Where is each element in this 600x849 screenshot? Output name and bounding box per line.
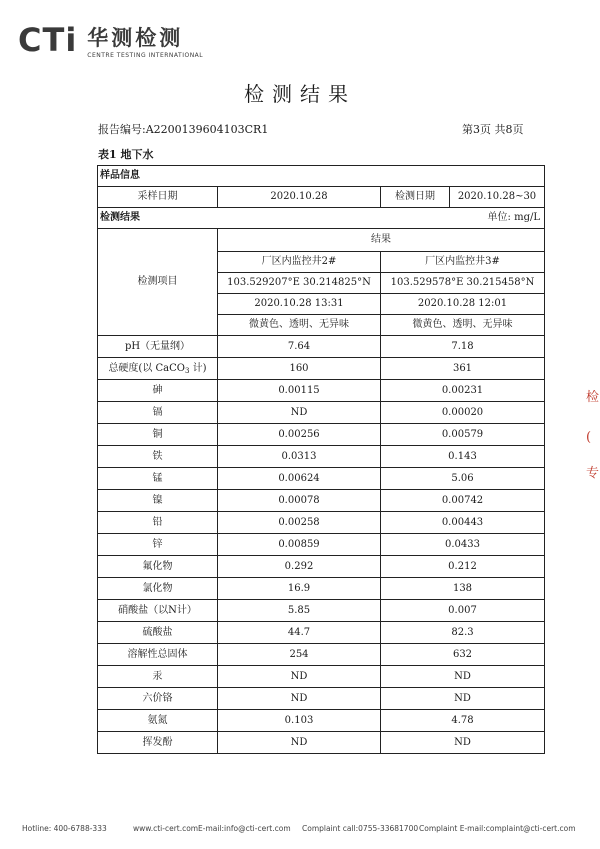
result-header: 结果 <box>218 229 545 252</box>
result-value-site-2: 44.7 <box>218 622 381 644</box>
logo-name-en: CENTRE TESTING INTERNATIONAL <box>87 52 204 59</box>
result-value-site-3: ND <box>381 688 545 710</box>
test-date-value: 2020.10.28~30 <box>457 191 537 202</box>
side-mark: 检 <box>586 390 600 405</box>
sampling-date-value: 2020.10.28 <box>218 187 381 208</box>
test-item: pH（无量纲） <box>98 336 218 358</box>
result-value-site-2: 0.00624 <box>218 468 381 490</box>
page-footer <box>0 820 600 836</box>
page-title: 检测结果 <box>244 82 356 106</box>
result-value-site-3: 82.3 <box>381 622 545 644</box>
table-row <box>98 424 545 446</box>
table-row <box>98 490 545 512</box>
table-title: 表1 地下水 <box>98 148 154 161</box>
footer-email[interactable]: E-mail:info@cti-cert.com <box>198 824 291 833</box>
result-value-site-2: ND <box>218 688 381 710</box>
unit-label: 单位: mg/L <box>487 212 540 223</box>
result-value-site-3: 0.00579 <box>381 424 545 446</box>
result-value-site-2: 0.00256 <box>218 424 381 446</box>
result-value-site-2: 0.00115 <box>218 380 381 402</box>
test-item: 镍 <box>98 490 218 512</box>
table-row <box>98 380 545 402</box>
results-table <box>97 165 544 754</box>
table-row <box>98 622 545 644</box>
test-item: 锰 <box>98 468 218 490</box>
test-item: 镉 <box>98 402 218 424</box>
test-item: 铅 <box>98 512 218 534</box>
footer-complaint-email[interactable]: Complaint E-mail:complaint@cti-cert.com <box>419 824 576 833</box>
result-value-site-2: 254 <box>218 644 381 666</box>
result-value-site-2: ND <box>218 732 381 754</box>
sample-time: 2020.10.28 13:31 <box>218 294 381 315</box>
result-value-site-2: 16.9 <box>218 578 381 600</box>
site-name: 厂区内监控井2# <box>218 252 381 273</box>
sample-appearance: 微黄色、透明、无异味 <box>218 315 381 336</box>
results-label: 检测结果 <box>100 212 140 223</box>
table-row <box>98 402 545 424</box>
result-value-site-2: 0.00078 <box>218 490 381 512</box>
test-item: 砷 <box>98 380 218 402</box>
table-row <box>98 710 545 732</box>
result-value-site-3: 5.06 <box>381 468 545 490</box>
result-value-site-3: 632 <box>381 644 545 666</box>
test-item: 溶解性总固体 <box>98 644 218 666</box>
result-value-site-3: ND <box>381 732 545 754</box>
result-value-site-2: 0.103 <box>218 710 381 732</box>
table-row <box>98 578 545 600</box>
result-value-site-2: ND <box>218 402 381 424</box>
test-date-cell <box>381 187 545 208</box>
side-mark: ( <box>586 430 592 445</box>
table-row <box>98 446 545 468</box>
result-value-site-3: 138 <box>381 578 545 600</box>
result-value-site-3: 0.00020 <box>381 402 545 424</box>
site-name: 厂区内监控井3# <box>381 252 545 273</box>
results-section-header <box>98 208 545 229</box>
footer-complaint-call: Complaint call:0755-33681700 <box>302 824 419 833</box>
table-row <box>98 358 545 380</box>
table-row <box>98 600 545 622</box>
sample-time: 2020.10.28 12:01 <box>381 294 545 315</box>
company-logo <box>18 22 203 59</box>
sample-info-header: 样品信息 <box>98 166 545 187</box>
test-item: 锌 <box>98 534 218 556</box>
result-value-site-3: 0.143 <box>381 446 545 468</box>
test-item: 铜 <box>98 424 218 446</box>
result-value-site-2: 5.85 <box>218 600 381 622</box>
table-row <box>98 666 545 688</box>
test-item: 氟化物 <box>98 556 218 578</box>
result-value-site-3: 0.00443 <box>381 512 545 534</box>
result-value-site-2: ND <box>218 666 381 688</box>
result-value-site-2: 0.00258 <box>218 512 381 534</box>
result-value-site-2: 0.292 <box>218 556 381 578</box>
logo-mark: CTi <box>18 21 78 59</box>
table-row <box>98 556 545 578</box>
result-value-site-3: 0.212 <box>381 556 545 578</box>
result-value-site-3: 0.0433 <box>381 534 545 556</box>
side-mark: 专 <box>586 466 600 481</box>
site-coords: 103.529578°E 30.215458°N <box>381 273 545 294</box>
test-item: 六价铬 <box>98 688 218 710</box>
test-item: 氨氮 <box>98 710 218 732</box>
result-value-site-2: 160 <box>218 358 381 380</box>
test-item: 总硬度(以 CaCO$_3$ 计) <box>98 358 218 380</box>
page-number: 第3页 共8页 <box>462 123 524 136</box>
test-item: 硝酸盐（以N计） <box>98 600 218 622</box>
item-header: 检测项目 <box>98 229 218 336</box>
result-value-site-3: ND <box>381 666 545 688</box>
test-item: 汞 <box>98 666 218 688</box>
sampling-date-label: 采样日期 <box>98 187 218 208</box>
test-item: 硫酸盐 <box>98 622 218 644</box>
sample-appearance: 微黄色、透明、无异味 <box>381 315 545 336</box>
footer-hotline: Hotline: 400-6788-333 <box>22 824 107 833</box>
result-value-site-3: 7.18 <box>381 336 545 358</box>
result-value-site-2: 0.0313 <box>218 446 381 468</box>
test-item: 铁 <box>98 446 218 468</box>
logo-name-cn: 华测检测 <box>87 26 184 50</box>
table-row <box>98 468 545 490</box>
result-value-site-3: 361 <box>381 358 545 380</box>
table-row <box>98 644 545 666</box>
test-date-label: 检测日期 <box>381 187 450 207</box>
footer-website[interactable]: www.cti-cert.com <box>133 824 199 833</box>
result-value-site-3: 4.78 <box>381 710 545 732</box>
result-value-site-3: 0.00742 <box>381 490 545 512</box>
test-item: 挥发酚 <box>98 732 218 754</box>
result-value-site-3: 0.007 <box>381 600 545 622</box>
result-value-site-3: 0.00231 <box>381 380 545 402</box>
result-value-site-2: 7.64 <box>218 336 381 358</box>
table-row <box>98 688 545 710</box>
test-item: 氯化物 <box>98 578 218 600</box>
report-number: 报告编号:A2200139604103CR1 <box>98 123 269 136</box>
table-row <box>98 512 545 534</box>
result-value-site-2: 0.00859 <box>218 534 381 556</box>
table-row <box>98 336 545 358</box>
table-row <box>98 732 545 754</box>
site-coords: 103.529207°E 30.214825°N <box>218 273 381 294</box>
table-row <box>98 534 545 556</box>
